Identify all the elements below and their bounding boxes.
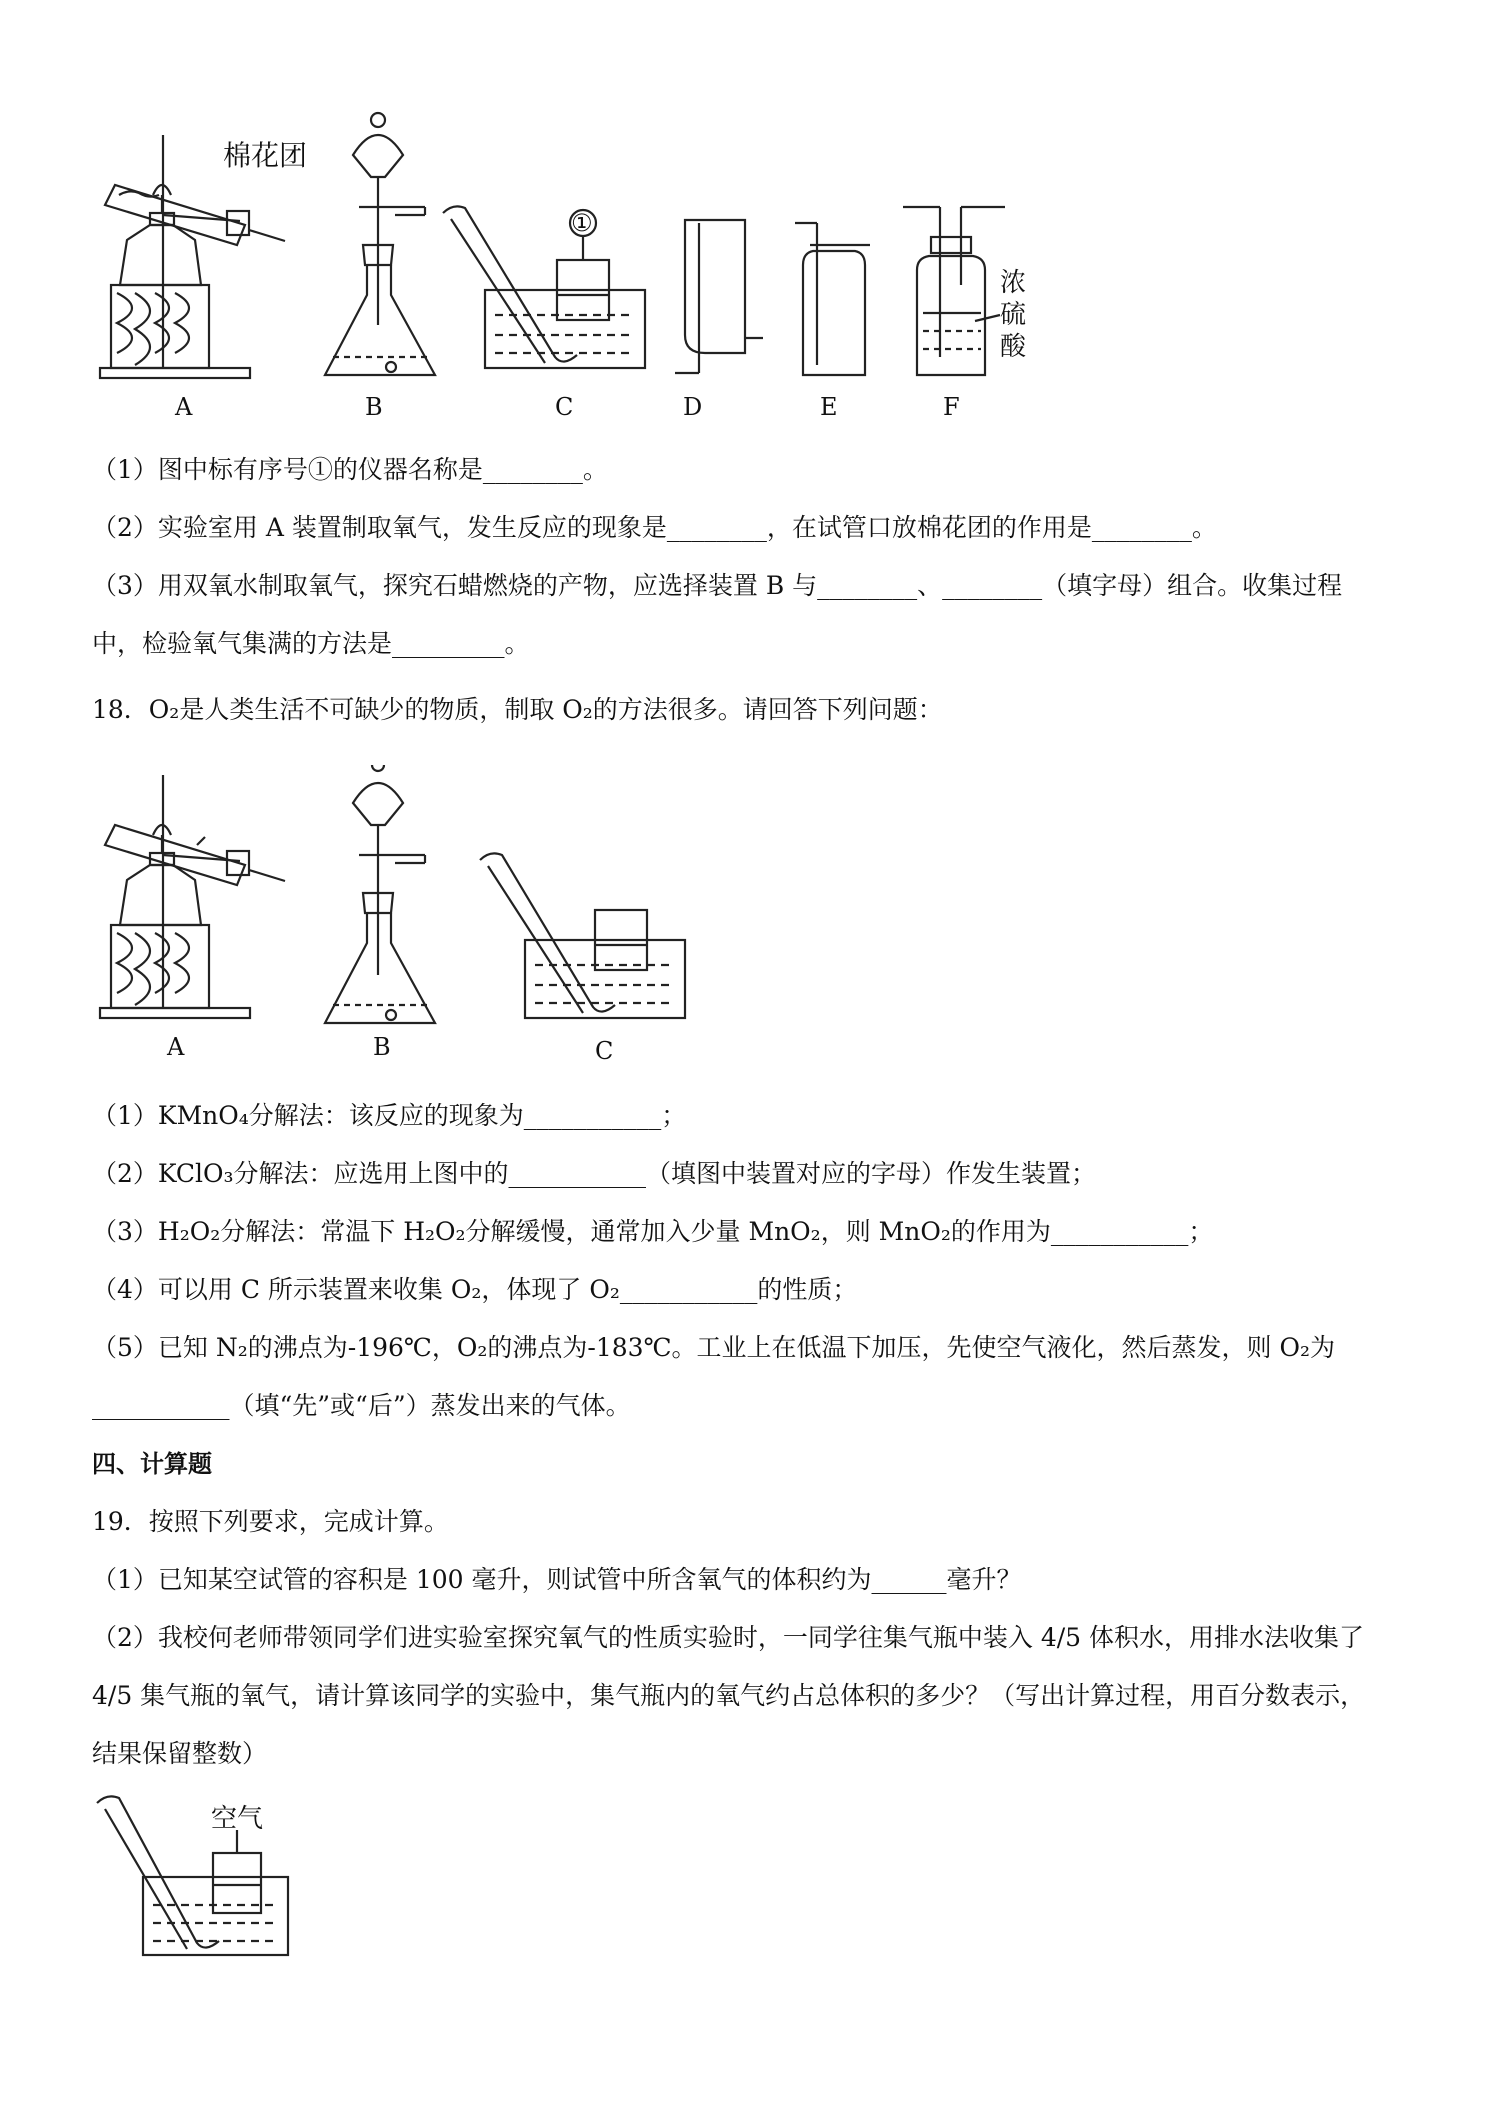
circle-one-label: ① — [571, 209, 593, 237]
air-label: 空气 — [211, 1804, 264, 1834]
q18-part-5b: ___________（填“先”或“后”）蒸发出来的气体。 — [92, 1391, 631, 1420]
fig2-letter-c: C — [595, 1037, 614, 1065]
letter-f: F — [943, 393, 960, 421]
apparatus-f — [903, 207, 1005, 375]
letter-e: E — [820, 393, 838, 421]
apparatus-2-b — [325, 765, 435, 1023]
q17-part-1: （1）图中标有序号①的仪器名称是________。 — [92, 455, 608, 484]
q18-intro: 18．O₂是人类生活不可缺少的物质，制取 O₂的方法很多。请回答下列问题： — [92, 695, 943, 724]
apparatus-d — [675, 220, 763, 373]
acid-label-3: 酸 — [1000, 332, 1027, 362]
apparatus-2-a — [100, 775, 285, 1018]
q19-part-2b: 4/5 集气瓶的氧气，请计算该同学的实验中，集气瓶内的氧气约占总体积的多少？（写出计算过程，用百分数表示， — [92, 1681, 1366, 1710]
apparatus-figure-1 — [95, 95, 1055, 425]
q18-part-2: （2）KClO₃分解法：应选用上图中的___________（填图中装置对应的字母）作发生装置； — [92, 1159, 1097, 1188]
q18-part-5a: （5）已知 N₂的沸点为-196℃，O₂的沸点为-183℃。工业上在低温下加压，先使空气液化，然后蒸发，则 O₂为 — [92, 1333, 1335, 1362]
acid-label-2: 硫 — [1000, 300, 1027, 330]
letter-c: C — [555, 393, 574, 421]
cotton-label: 棉花团 — [223, 139, 308, 172]
section-4-title: 四、计算题 — [92, 1450, 212, 1478]
apparatus-e — [795, 223, 870, 375]
q17-part-3b: 中，检验氧气集满的方法是_________。 — [92, 629, 530, 658]
q19-part-2c: 结果保留整数） — [92, 1739, 268, 1768]
q19-part-2a: （2）我校何老师带领同学们进实验室探究氧气的性质实验时，一同学往集气瓶中装入 4/5 体积水，用排水法收集了 — [92, 1623, 1365, 1652]
apparatus-b — [325, 113, 435, 375]
q18-part-1: （1）KMnO₄分解法：该反应的现象为___________； — [92, 1101, 687, 1130]
q18-part-4: （4）可以用 C 所示装置来收集 O₂，体现了 O₂___________的性质； — [92, 1275, 858, 1304]
fig2-letter-a: A — [167, 1033, 185, 1061]
q17-part-2: （2）实验室用 A 装置制取氧气，发生反应的现象是________，在试管口放棉花团的作用是________。 — [92, 513, 1217, 542]
q19-part-1: （1）已知某空试管的容积是 100 毫升，则试管中所含氧气的体积约为______毫升？ — [92, 1565, 1022, 1594]
q19-intro: 19．按照下列要求，完成计算。 — [92, 1507, 449, 1536]
apparatus-figure-2 — [95, 765, 695, 1065]
letter-a: A — [175, 393, 193, 421]
q18-part-3: （3）H₂O₂分解法：常温下 H₂O₂分解缓慢，通常加入少量 MnO₂，则 MnO₂的作用为___________； — [92, 1217, 1214, 1246]
apparatus-c — [443, 206, 645, 368]
letter-d: D — [683, 393, 703, 421]
water-trough-figure — [95, 1795, 315, 1965]
acid-label-1: 浓 — [1000, 268, 1027, 298]
fig2-letter-b: B — [373, 1033, 391, 1061]
apparatus-2-c — [480, 853, 685, 1018]
letter-b: B — [365, 393, 383, 421]
q17-part-3a: （3）用双氧水制取氧气，探究石蜡燃烧的产物，应选择装置 B 与________、________（填字母）组合。收集过程 — [92, 571, 1343, 600]
